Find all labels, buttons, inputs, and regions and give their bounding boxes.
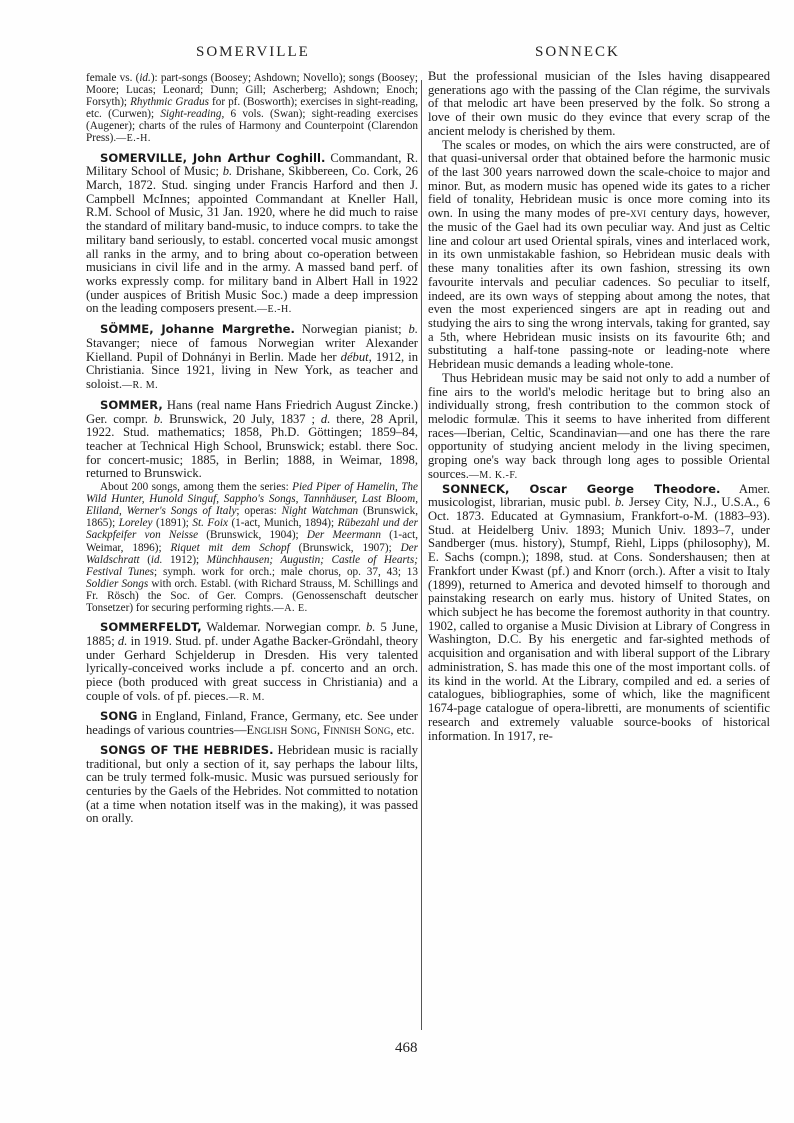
born-abbr: b. bbox=[614, 495, 625, 510]
italic-title: Sight-reading, bbox=[160, 108, 225, 121]
roman-numeral: xvi bbox=[630, 206, 647, 221]
italic-text: id. bbox=[139, 72, 151, 84]
italic-title: Loreley bbox=[118, 517, 153, 530]
text: 6 vols. (Swan); sight-reading exercises (Augener); charts of the rules of Harmony and Counterpoint (Clarendon Press). bbox=[86, 108, 418, 145]
entry-headword: SÖMME, Johanne Margrethe. bbox=[100, 322, 295, 337]
text: (Brunswick, 1907); bbox=[289, 541, 401, 554]
entry-sonneck bbox=[428, 483, 770, 744]
text: in 1919. Stud. pf. under Agathe Backer-Gröndahl, theory under Gerhard Schjelderup in Dresden. His very talented lyrically-conceived works include a pf. concerto and an orch. piece (both produced with great success in Christiania) and a couple of vols. of pf. pieces. bbox=[86, 633, 418, 703]
entry-sommerfeldt bbox=[86, 621, 418, 704]
italic-title: Rhythmic Gradus bbox=[130, 96, 209, 109]
entry-headword: SOMMERFELDT, bbox=[100, 620, 202, 635]
italic-title: Münchhausen; Augustin; Castle of Hearts; Festival Tunes bbox=[86, 553, 418, 578]
text: ; symph. work for orch.; male chorus, op. 37, 43; 13 bbox=[154, 565, 418, 578]
author-signature: —A. E. bbox=[273, 603, 308, 615]
italic-title: Riquet mit dem Schopf bbox=[170, 541, 290, 554]
italic-text: début, bbox=[340, 349, 372, 364]
paragraph: But the professional musician of the Isles having disappeared generations ago with the passing of the Clan régime, the survivals of that melodic art have been preserved by the folk. So strong a love of their own music do they evince that every scrap of the ancient melody is cherished by them. bbox=[428, 69, 770, 138]
text: ( bbox=[139, 553, 151, 566]
text: 1912, in Christiania. Since 1921, living in New York, as teacher and soloist. bbox=[86, 349, 418, 392]
italic-title: Der Waldschratt bbox=[86, 541, 418, 566]
italic-title: St. Foix bbox=[192, 517, 228, 530]
text: in England, Finland, France, Germany, etc. See under headings of various countries— bbox=[86, 709, 418, 738]
text: (1891); bbox=[152, 517, 193, 530]
column-divider bbox=[421, 80, 422, 1030]
italic-title: Rübezahl und der Sackpfeifer von Neisse bbox=[86, 517, 418, 542]
text: ): part-songs (Boosey; Ashdown; Novello); songs (Boosey; Moore; Lucas; Leonard; Dunn; Gill; Ascherberg; Ashdown; Enoch; Forsyth); bbox=[86, 72, 418, 109]
text: About 200 songs, among them the series: bbox=[100, 481, 293, 494]
text: Thus Hebridean music may be said not only to add a number of fine airs to the world's melodic heritage but to bring also an individually strong, fresh contribution to the common stock of melodic formulæ. This it seems to have inherited from different races—Iberian, Celtic, Scandinavian—and one has there the rare opportunity of studying ancient melody in the living specimen, groping one's way back through long ages to possible Oriental sources. bbox=[428, 370, 770, 481]
born-abbr: b. bbox=[153, 411, 164, 426]
author-signature: —E.-H. bbox=[257, 304, 292, 316]
left-column bbox=[86, 72, 418, 826]
running-head-left: SOMERVILLE bbox=[196, 44, 310, 60]
author-signature: —R. M. bbox=[228, 691, 265, 703]
running-head-right: SONNECK bbox=[535, 44, 620, 60]
text: for pf. (Bosworth); exercises in sight-reading, etc. (Curwen); bbox=[86, 96, 418, 121]
right-column bbox=[428, 70, 770, 743]
italic-text: id. bbox=[150, 553, 163, 566]
text: (1-act, Munich, 1894); bbox=[227, 517, 338, 530]
author-signature: —R. M. bbox=[122, 380, 159, 392]
text: Amer. musicologist, librarian, music publ. bbox=[428, 481, 770, 510]
text: Stavanger; niece of famous Norwegian writer Alexander Kielland. Pupil of Dohnányi in Berlin. Made her bbox=[86, 335, 418, 364]
text: ; operas: bbox=[236, 505, 282, 518]
text: 5 June, 1885; bbox=[86, 620, 418, 648]
text: The scales or modes, on which the airs were constructed, are of that quasi-universal order that obtained before the harmonic music of the last 300 years narrowed down the scale-choice to major and minor. But, as modern music has opened wide its gates to a richer field of tonality, Hebridean music is once more coming into its own. In using the many modes of pre- bbox=[428, 137, 770, 221]
entry-somerville bbox=[86, 152, 418, 318]
text: 1912); bbox=[162, 553, 207, 566]
entry-headword: SONG bbox=[100, 709, 138, 724]
paragraph bbox=[428, 372, 770, 483]
text: Commandant, R. Military School of Music; bbox=[86, 150, 418, 179]
paragraph bbox=[428, 139, 770, 372]
died-abbr: d. bbox=[117, 633, 128, 648]
text: Brunswick, 20 July, 1837 ; bbox=[163, 411, 321, 426]
author-signature: —E.-H. bbox=[116, 133, 151, 145]
entry-headword: SONGS OF THE HEBRIDES. bbox=[100, 742, 274, 757]
entry-headword: SONNECK, Oscar George Theodore. bbox=[442, 481, 721, 496]
italic-title: Night Watchman bbox=[281, 505, 359, 518]
text: Hebridean music is racially traditional, but only a section of it, say perhaps the labour lilts, can be truly termed folk-music. Music was pursued seriously for centuries by the Gaels of the Hebrides. Not committed to notation (at a time when notation itself was in the making), it was passed on orally. bbox=[86, 742, 418, 826]
entry-continuation bbox=[86, 72, 418, 146]
text: century days, however, the music of the Gael had its own peculiar way. And just as Celtic line and colour art used Oriental spirals, vines and interlaced work, in its own unmistakable fashion, so Hebridean music deals with these many tonalities after its own fashion, stressing its own favourite intervals and peculiar cadences. So peculiar to itself, indeed, are its own ways of stepping about among the notes, that even the most experienced singers are apt in reading out and studying the airs to sing the wrong intervals, taking for granted, say a 5th, where Hebridean music insists on its favourite 6th; and substituting a half-tone passing-note or leading-note where Hebridean music demands a leading whole-tone. bbox=[428, 206, 770, 372]
entry-headword: SOMMER, bbox=[100, 397, 163, 412]
italic-title: Pied Piper of Hamelin, The Wild Hunter, Hunold Singuf, Sappho's Songs, Tannhäuser, Last Bloom, Eliland, Werner's Songs of Italy bbox=[86, 481, 418, 518]
text: there, 28 April, 1922. Stud. mathematics; 1858, Ph.D. Göttingen; 1859–84, teacher at Technical High School, Brunswick; establ. there Soc. for concert-music; 1885, in Berlin; 1888, in Weimar, 1898, returned to Brunswick. bbox=[86, 411, 418, 481]
text: (Brunswick, 1865); bbox=[86, 505, 419, 530]
page-number: 468 bbox=[395, 1040, 418, 1056]
entry-sommer-works bbox=[86, 481, 418, 615]
entry-headword: SOMERVILLE, John Arthur Coghill. bbox=[100, 150, 326, 165]
entry-song bbox=[86, 710, 418, 737]
born-abbr: b. bbox=[408, 322, 418, 337]
text: Norwegian pianist; bbox=[294, 322, 409, 337]
text: Hans (real name Hans Friedrich August Zincke.) Ger. compr. bbox=[86, 397, 418, 426]
author-signature: —M. K.-F. bbox=[468, 469, 518, 481]
text: (1-act, Weimar, 1896); bbox=[86, 529, 418, 554]
born-abbr: b. bbox=[365, 620, 376, 635]
entry-somme bbox=[86, 323, 418, 393]
text: Jersey City, N.J., U.S.A., 6 Oct. 1873. Educated at Gymnasium, Frankfort-o-M. (1883–93). Stud. at Heidelberg Univ. 1893; Munich Univ. 1893–7, under Sandberger (mus. history), Stumpf, Riehl, Lipps (philosophy), M. E. Sachs (compn.); 1898, stud. at Cons. Sondershausen; then at Frankfort under Kwast (pf.) and Knorr (orch.). After a visit to Italy (1899), returned to America and devoted himself to thorough and painstaking research on early mus. history of United States, on which subject he has become the foremost authority in that country. 1902, called to organise a Music Division at Library of Congress in Washington, D.C. By his energetic and far-sighted methods of acquisition and organisation and with liberal support of the Library administration, S. has made this one of the most important colls. of its kind in the world. At the Library, compiled and ed. a series of catalogues, bibliographies, some of which, like the magnificent 1674-page catalogue of opera-libretti, are monuments of scientific research and extremely valuable source-books of historical information. In 1917, re- bbox=[428, 495, 770, 743]
text: Drishane, Skibbereen, Co. Cork, 26 March, 1872. Stud. singing under Francis Harford and then J. Campbell McInnes; appointed Commandant at Kneller Hall, R.M. School of Music, 31 Jan. 1920, where he did much to raise the standard of military band-music, to induce comprs. to take the military band seriously, to establ. concerted vocal music amongst all ranks in the army, and to bring about co-operation between musicians in civil life and in the army. A massed band perf. of works expressly comp. for military band in Albert Hall in 1922 (under auspices of British Music Soc.) made a deep impression on the leading composers present. bbox=[86, 164, 419, 316]
cross-reference: English Song, Finnish Song, bbox=[246, 723, 394, 738]
text: (Brunswick, 1904); bbox=[198, 529, 307, 542]
text: female vs. ( bbox=[86, 72, 140, 84]
born-abbr: b. bbox=[222, 164, 233, 179]
text: etc. bbox=[393, 723, 415, 738]
died-abbr: d. bbox=[320, 411, 331, 426]
entry-songs-of-the-hebrides bbox=[86, 744, 418, 826]
text: Waldemar. Norwegian compr. bbox=[201, 620, 366, 635]
italic-title: Soldier Songs bbox=[86, 577, 149, 590]
entry-sommer bbox=[86, 399, 418, 481]
italic-title: Der Meermann bbox=[306, 529, 381, 542]
text: with orch. Establ. (with Richard Strauss, M. Schillings and Fr. Rösch) the Soc. of Ger. Comprs. (Genossenschaft deutscher Tonsetzer) for securing performing rights. bbox=[86, 577, 418, 615]
